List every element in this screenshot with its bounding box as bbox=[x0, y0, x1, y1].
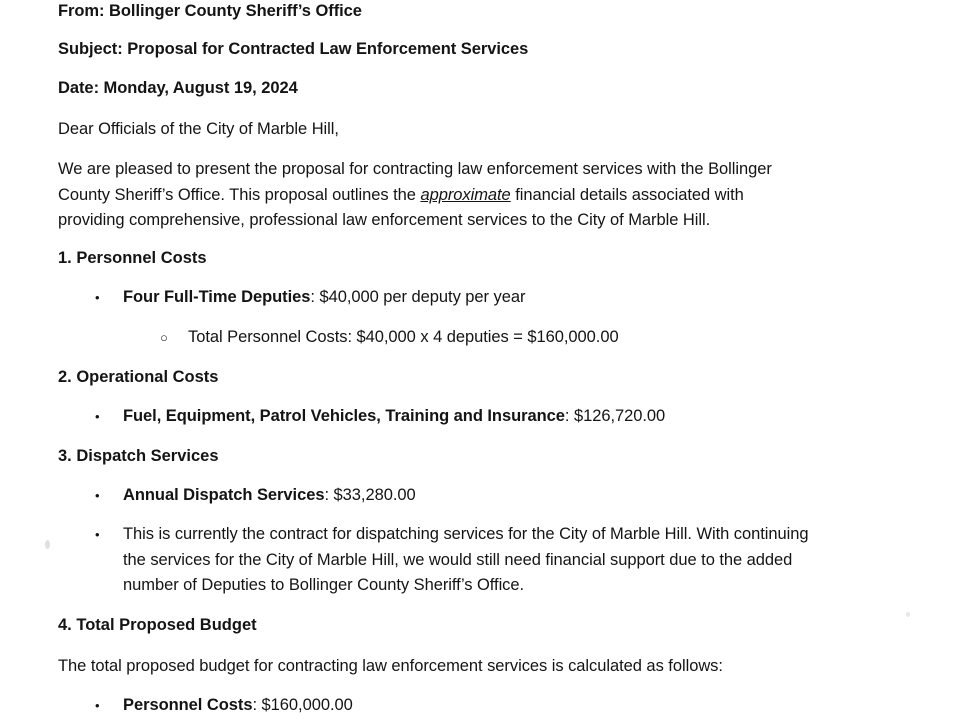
paragraph-line-3: number of Deputies to Bollinger County Sheriff’s Office. bbox=[123, 576, 525, 594]
intro-line-2 bbox=[58, 183, 918, 209]
section-heading-operational-costs: 2. Operational Costs bbox=[58, 368, 219, 386]
disc-bullet-icon: • bbox=[95, 409, 100, 424]
list-item bbox=[95, 404, 665, 430]
intro-line-3: providing comprehensive, professional law enforcement services to the City of Marble Hill. bbox=[58, 211, 711, 229]
emphasis-approximate: approximate bbox=[420, 185, 511, 204]
disc-bullet-icon: • bbox=[95, 527, 100, 542]
list-item-label: Fuel, Equipment, Patrol Vehicles, Training and Insurance bbox=[123, 407, 565, 425]
list-item-label: Four Full-Time Deputies bbox=[123, 288, 311, 306]
scan-speck-artifact bbox=[45, 540, 50, 549]
list-item-value: : $33,280.00 bbox=[324, 486, 416, 504]
list-item bbox=[95, 285, 525, 311]
list-item-text bbox=[123, 285, 525, 311]
list-item-text bbox=[123, 693, 353, 719]
section-heading-dispatch-services: 3. Dispatch Services bbox=[58, 447, 219, 465]
list-item-value: : $126,720.00 bbox=[564, 407, 666, 425]
budget-lead-in: The total proposed budget for contracting law enforcement services is calculated as follows: bbox=[58, 657, 723, 675]
intro-paragraph bbox=[58, 157, 918, 234]
list-item-paragraph bbox=[123, 522, 809, 599]
list-item-label: Personnel Costs bbox=[123, 696, 253, 714]
header-line-subject: Subject: Proposal for Contracted Law Enforcement Services bbox=[58, 40, 529, 58]
section-heading-personnel-costs: 1. Personnel Costs bbox=[58, 249, 207, 267]
intro-line-1: We are pleased to present the proposal for contracting law enforcement services with the Bollinger bbox=[58, 160, 772, 178]
circle-bullet-icon: ○ bbox=[160, 330, 168, 345]
sub-list-item bbox=[160, 325, 619, 351]
sub-list-item-text: Total Personnel Costs: $40,000 x 4 deputies = $160,000.00 bbox=[188, 328, 619, 346]
scan-speck-artifact bbox=[906, 612, 910, 617]
paragraph-line-1: This is currently the contract for dispatching services for the City of Marble Hill. With continuing bbox=[123, 525, 809, 543]
salutation: Dear Officials of the City of Marble Hill, bbox=[58, 120, 339, 138]
intro-line-2-b: financial details associated with bbox=[510, 185, 744, 204]
header-line-from: From: Bollinger County Sheriff’s Office bbox=[58, 2, 362, 20]
list-item bbox=[95, 522, 900, 599]
list-item-label: Annual Dispatch Services bbox=[123, 486, 325, 504]
intro-line-2-a: County Sheriff’s Office. This proposal outlines the bbox=[58, 185, 421, 204]
list-item-text bbox=[123, 483, 416, 509]
header-line-date: Date: Monday, August 19, 2024 bbox=[58, 79, 298, 97]
list-item-text bbox=[123, 404, 665, 430]
list-item bbox=[95, 483, 416, 509]
disc-bullet-icon: • bbox=[95, 290, 100, 305]
list-item-value: : $160,000.00 bbox=[252, 696, 353, 714]
disc-bullet-icon: • bbox=[95, 698, 100, 713]
list-item bbox=[95, 693, 353, 719]
list-item-value: : $40,000 per deputy per year bbox=[310, 288, 526, 306]
disc-bullet-icon: • bbox=[95, 488, 100, 503]
paragraph-line-2: the services for the City of Marble Hill, we would still need financial support due to the added bbox=[123, 550, 793, 569]
section-heading-total-proposed-budget: 4. Total Proposed Budget bbox=[58, 616, 257, 634]
